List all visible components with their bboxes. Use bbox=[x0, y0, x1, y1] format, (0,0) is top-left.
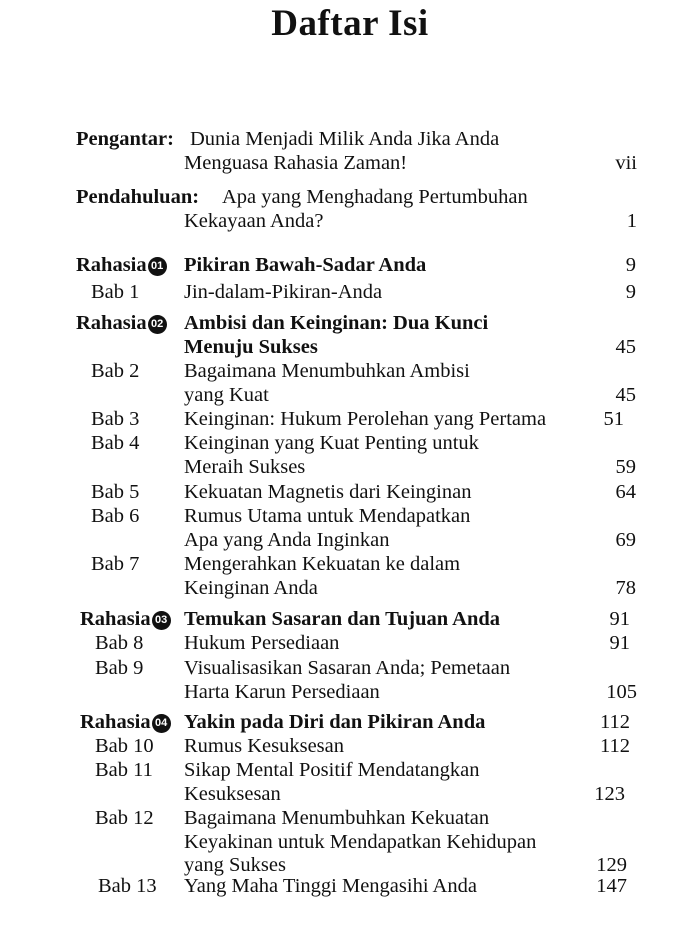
entry-title: Menguasa Rahasia Zaman! bbox=[184, 151, 408, 174]
entry-label: Bab 13 bbox=[98, 875, 157, 897]
toc-line bbox=[0, 382, 700, 408]
entry-title: Ambisi dan Keinginan: Dua Kunci bbox=[184, 312, 489, 334]
toc-line bbox=[0, 630, 700, 656]
entry-title: Keyakinan untuk Mendapatkan Kehidupan bbox=[184, 830, 537, 853]
page-number: 129 bbox=[596, 854, 627, 876]
entry-title: Mengerahkan Kekuatan ke dalam bbox=[184, 553, 461, 575]
entry-title: Apa yang Anda Inginkan bbox=[184, 528, 390, 551]
page-number: vii bbox=[615, 151, 637, 174]
entry-title: Kekayaan Anda? bbox=[184, 209, 324, 232]
page-number: 91 bbox=[609, 608, 630, 630]
number-badge: 04 bbox=[152, 714, 171, 733]
page-number: 69 bbox=[615, 528, 636, 551]
page-number: 9 bbox=[625, 254, 636, 276]
toc-line bbox=[0, 358, 700, 384]
entry-label: Bab 9 bbox=[95, 657, 144, 679]
chapter-label bbox=[95, 805, 154, 831]
entry-label: Bab 7 bbox=[91, 553, 140, 575]
toc-line bbox=[0, 873, 700, 899]
toc-line bbox=[0, 805, 700, 831]
number-badge: 01 bbox=[148, 257, 167, 276]
toc-line bbox=[0, 430, 700, 456]
entry-label: Bab 1 bbox=[91, 281, 140, 303]
entry-label: Bab 11 bbox=[95, 759, 153, 781]
entry-title: Temukan Sasaran dan Tujuan Anda bbox=[184, 608, 501, 630]
entry-title: Rumus Utama untuk Mendapatkan bbox=[184, 505, 471, 527]
chapter-label bbox=[95, 733, 154, 759]
toc-line bbox=[0, 252, 700, 278]
entry-title: Keinginan yang Kuat Penting untuk bbox=[184, 432, 479, 454]
secret-label bbox=[76, 310, 167, 336]
entry-label: Bab 8 bbox=[95, 632, 144, 654]
entry-title: Yakin pada Diri dan Pikiran Anda bbox=[184, 711, 486, 733]
toc-line bbox=[0, 709, 700, 735]
secret-label bbox=[80, 606, 171, 632]
page-number: 45 bbox=[615, 383, 636, 406]
entry-title: Hukum Persediaan bbox=[184, 632, 340, 654]
entry-title: Apa yang Menghadang Pertumbuhan bbox=[222, 186, 528, 208]
entry-label: Rahasia bbox=[80, 608, 151, 630]
chapter-label bbox=[91, 551, 139, 577]
secret-label bbox=[76, 252, 167, 278]
chapter-label bbox=[76, 126, 174, 152]
entry-label: Rahasia bbox=[80, 711, 151, 733]
toc-line bbox=[0, 454, 700, 480]
chapter-label bbox=[91, 358, 139, 384]
entry-label: Pendahuluan: bbox=[76, 186, 200, 208]
entry-title: Jin-dalam-Pikiran-Anda bbox=[184, 281, 383, 303]
toc-line bbox=[0, 150, 700, 176]
entry-title: yang Sukses bbox=[184, 854, 286, 876]
entry-title: Bagaimana Menumbuhkan Ambisi bbox=[184, 360, 470, 382]
entry-label: Bab 3 bbox=[91, 408, 140, 430]
entry-label: Bab 12 bbox=[95, 807, 154, 829]
page-number: 105 bbox=[606, 680, 637, 703]
entry-label: Rahasia bbox=[76, 312, 147, 334]
toc-line bbox=[0, 208, 700, 234]
toc-line bbox=[0, 334, 700, 360]
toc-line bbox=[0, 655, 700, 681]
page-number: 1 bbox=[626, 209, 637, 232]
entry-title: Keinginan Anda bbox=[184, 576, 318, 599]
page-number: 123 bbox=[594, 782, 625, 805]
entry-label: Rahasia bbox=[76, 254, 147, 276]
entry-title: Yang Maha Tinggi Mengasihi Anda bbox=[184, 875, 477, 897]
toc-line bbox=[0, 733, 700, 759]
toc-line bbox=[0, 606, 700, 632]
toc-line bbox=[0, 310, 700, 336]
entry-title: Rumus Kesuksesan bbox=[184, 735, 345, 757]
entry-title: Pikiran Bawah-Sadar Anda bbox=[184, 254, 427, 276]
entry-title: Meraih Sukses bbox=[184, 455, 306, 478]
entry-title: Sikap Mental Positif Mendatangkan bbox=[184, 759, 480, 781]
toc-line bbox=[0, 829, 700, 855]
chapter-label bbox=[95, 655, 143, 681]
entry-label: Bab 4 bbox=[91, 432, 140, 454]
entry-title: Keinginan: Hukum Perolehan yang Pertama bbox=[184, 408, 547, 430]
toc-line bbox=[0, 679, 700, 705]
entry-title: Visualisasikan Sasaran Anda; Pemetaan bbox=[184, 657, 511, 679]
chapter-label bbox=[95, 630, 143, 656]
page-title: Daftar Isi bbox=[271, 3, 429, 44]
toc-line bbox=[0, 479, 700, 505]
chapter-label bbox=[76, 184, 199, 210]
entry-label: Bab 5 bbox=[91, 481, 140, 503]
page-number: 112 bbox=[600, 711, 630, 733]
entry-label: Bab 2 bbox=[91, 360, 140, 382]
chapter-label bbox=[91, 430, 139, 456]
chapter-label bbox=[91, 503, 139, 529]
secret-label bbox=[80, 709, 171, 735]
chapter-label bbox=[91, 479, 139, 505]
toc-line bbox=[0, 551, 700, 577]
toc-line bbox=[0, 279, 700, 305]
entry-label: Bab 6 bbox=[91, 505, 140, 527]
entry-title: Dunia Menjadi Milik Anda Jika Anda bbox=[190, 128, 500, 150]
toc-line bbox=[0, 406, 700, 432]
toc-line bbox=[0, 575, 700, 601]
number-badge: 03 bbox=[152, 611, 171, 630]
entry-title: Bagaimana Menumbuhkan Kekuatan bbox=[184, 807, 490, 829]
page-number: 91 bbox=[609, 632, 630, 654]
page-number: 64 bbox=[615, 481, 636, 503]
number-badge: 02 bbox=[148, 315, 167, 334]
toc-line bbox=[0, 757, 700, 783]
page-number: 78 bbox=[615, 576, 636, 599]
toc-line bbox=[0, 184, 700, 210]
page-number: 59 bbox=[615, 455, 636, 478]
chapter-label bbox=[91, 406, 139, 432]
page-number: 45 bbox=[615, 335, 636, 358]
page-number: 147 bbox=[596, 875, 627, 897]
entry-title: Menuju Sukses bbox=[184, 335, 318, 358]
entry-title: yang Kuat bbox=[184, 383, 269, 406]
toc-line bbox=[0, 781, 700, 807]
chapter-label bbox=[91, 279, 139, 305]
page-number: 112 bbox=[600, 735, 630, 757]
entry-title: Kesuksesan bbox=[184, 782, 281, 805]
toc-line bbox=[0, 527, 700, 553]
page-number: 9 bbox=[625, 281, 636, 303]
page-number: 51 bbox=[603, 408, 624, 430]
entry-label: Bab 10 bbox=[95, 735, 154, 757]
chapter-label bbox=[95, 757, 153, 783]
chapter-label bbox=[98, 873, 157, 899]
entry-label: Pengantar: bbox=[76, 128, 174, 150]
toc-line bbox=[0, 126, 700, 152]
toc-line bbox=[0, 503, 700, 529]
entry-title: Kekuatan Magnetis dari Keinginan bbox=[184, 481, 472, 503]
entry-title: Harta Karun Persediaan bbox=[184, 680, 380, 703]
